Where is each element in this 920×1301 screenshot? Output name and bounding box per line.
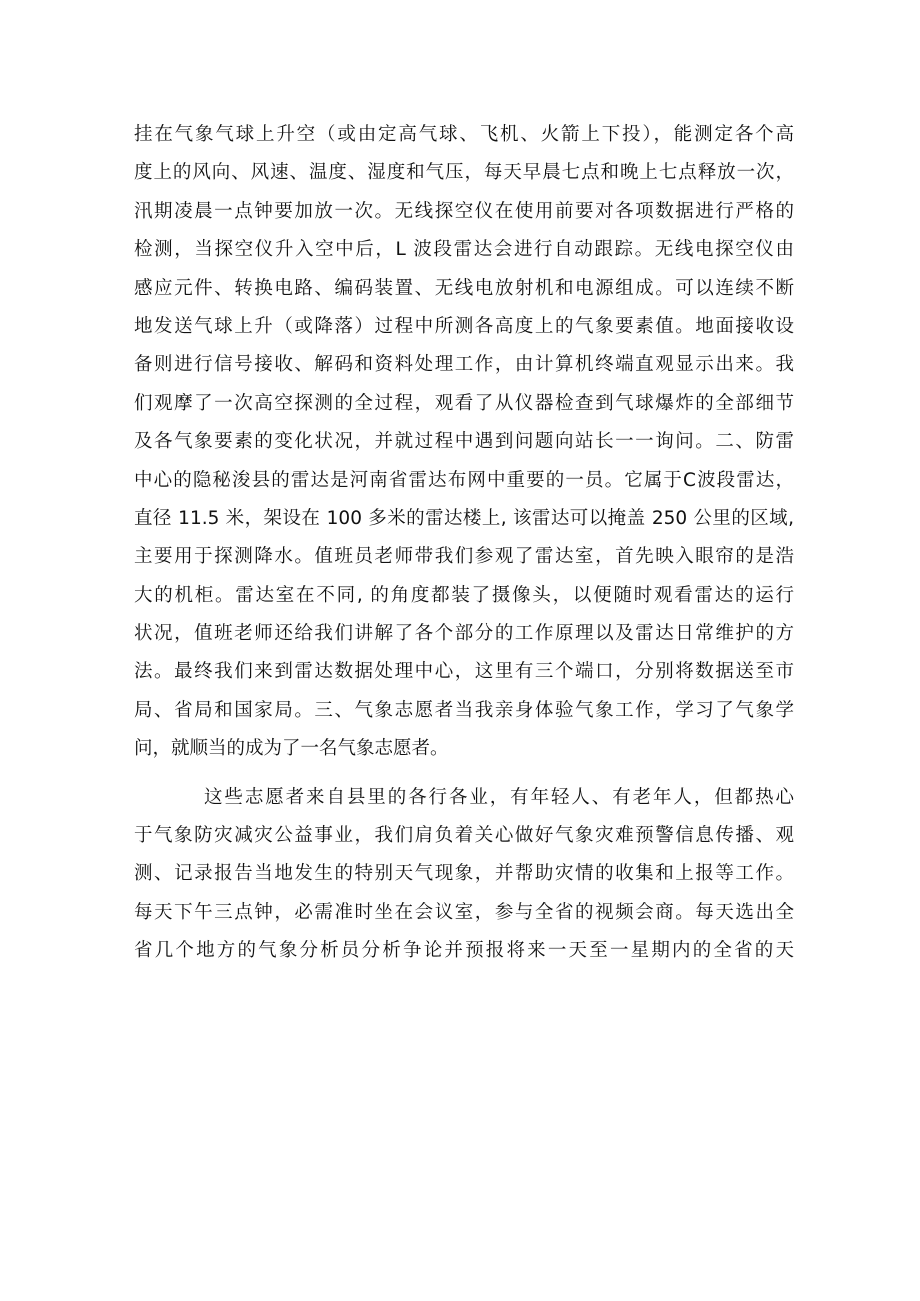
text-line: 大的机柜。雷达室在不同, 的角度都装了摄像头，以便随时观看雷达的运行: [134, 584, 794, 606]
text-line: 感应元件、转换电路、编码装置、无线电放射机和电源组成。可以连续不断: [134, 277, 794, 299]
text-line: 省几个地方的气象分析员分析争论并预报将来一天至一星期内的全省的天: [134, 940, 794, 962]
text-line: 度上的风向、风速、温度、湿度和气压，每天早晨七点和晚上七点释放一次，: [134, 162, 794, 184]
text-line: 挂在气象气球上升空（或由定高气球、飞机、火箭上下投），能测定各个高: [134, 124, 794, 145]
text-line: 们观摩了一次高空探测的全过程，观看了从仪器检查到气球爆炸的全部细节: [134, 392, 794, 414]
text-line: 直径 11.5 米，架设在 100 多米的雷达楼上, 该雷达可以掩盖 250 公里的区域,: [134, 507, 794, 529]
text-line: 于气象防灾减灾公益事业，我们肩负着关心做好气象灾难预警信息传播、观: [134, 825, 794, 847]
text-line: 及各气象要素的变化状况，并就过程中遇到问题向站长一一询问。二、防雷: [134, 431, 794, 453]
text-line: 检测，当探空仪升入空中后，L 波段雷达会进行自动跟踪。无线电探空仪由: [134, 239, 794, 261]
paragraph-2: [134, 779, 794, 971]
text-line: 汛期凌晨一点钟要加放一次。无线探空仪在使用前要对各项数据进行严格的: [134, 200, 794, 222]
text-line: 局、省局和国家局。三、气象志愿者当我亲身体验气象工作，学习了气象学: [134, 699, 794, 721]
text-line: 状况，值班老师还给我们讲解了各个部分的工作原理以及雷达日常维护的方: [134, 623, 794, 645]
text-line: 主要用于探测降水。值班员老师带我们参观了雷达室，首先映入眼帘的是浩: [134, 546, 794, 568]
text-line: 法。最终我们来到雷达数据处理中心，这里有三个端口，分别将数据送至市: [134, 661, 794, 683]
text-line: 这些志愿者来自县里的各行各业，有年轻人、有老年人，但都热心: [204, 786, 794, 808]
paragraph-gap: [134, 769, 794, 779]
text-line: 备则进行信号接收、解码和资料处理工作，由计算机终端直观显示出来。我: [134, 354, 794, 376]
text-line: 中心的隐秘浚县的雷达是河南省雷达布网中重要的一员。它属于C波段雷达，: [134, 469, 794, 491]
text-line: 地发送气球上升（或降落）过程中所测各高度上的气象要素值。地面接收设: [134, 315, 794, 337]
paragraph-1: [134, 116, 794, 769]
text-line: 每天下午三点钟，必需准时坐在会议室，参与全省的视频会商。每天选出全: [134, 901, 794, 923]
document-body: [134, 116, 794, 971]
text-line: 测、记录报告当地发生的特别天气现象，并帮助灾情的收集和上报等工作。: [134, 863, 794, 885]
text-line: 问，就顺当的成为了一名气象志愿者。: [134, 738, 449, 760]
